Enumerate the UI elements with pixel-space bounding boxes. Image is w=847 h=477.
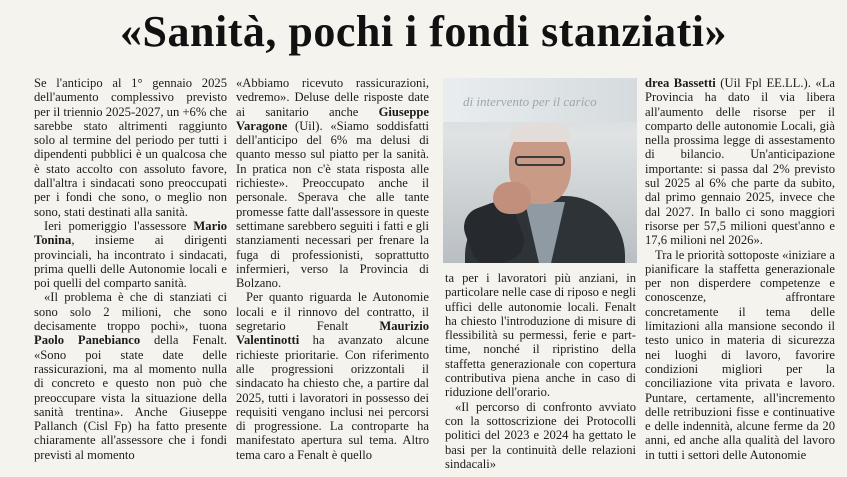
paragraph xyxy=(34,290,227,462)
article-column-2 xyxy=(236,76,429,477)
paragraph-text: , insieme ai dirigenti provinciali, ha incontrato i sindacati, prima quelli delle Autonomie locali e poi quelli del comparto sanità. xyxy=(34,233,227,291)
paragraph xyxy=(34,76,227,219)
paragraph-text: «Il problema è che di stanziati ci sono solo 2 milioni, che sono decisamente troppo pochi», tuona xyxy=(34,290,227,334)
paragraph xyxy=(645,76,835,248)
photo-hand xyxy=(493,182,531,214)
paragraph-text: Tra le priorità sottoposte «iniziare a pianificare la staffetta generazionale per non disperdere competenze e conoscenze, affrontare concretamente il tema delle limitazioni alla mansione secondo il testo unico in materia di sicurezza nei luoghi di lavoro, favorire condizioni migliori per la conciliazione vita privata e lavoro. Puntare, certamente, all'incremento delle retribuzioni fisse e continuative e delle indennità, alcune ferme da 20 anni, ed anche alla qualità del lavoro in tutti i settori delle Autonomie xyxy=(645,247,835,462)
paragraph-text: «Il percorso di confronto avviato con la sottoscrizione dei Protocolli politici del 2023 e 2024 ha gettato le basi per la continuità delle relazioni sindacali» xyxy=(445,399,636,471)
paragraph-text: Se l'anticipo al 1° gennaio 2025 dell'aumento complessivo previsto per il triennio 2025-2027, un +6% che sarebbe stato altrimenti raggiunto solo al termine del periodo per tutti i dipendenti pubblici è un qualcosa che è stato accolto con assoluto favore, dall'altra i sindacati sono preoccupati per i fondi che sono, o meglio non sono, stati destinati alla sanità. xyxy=(34,76,227,219)
paragraph xyxy=(445,271,636,400)
paragraph-text: (Uil Fpl EE.LL.). «La Provincia ha dato il via libera all'aumento delle risorse per il comparto delle autonomie Locali, già nella prossima legge di assestamento di bilancio. Un'anticipazione importante: si passa dal 2% previsto sul 2025 al 6% che parte da subito, dal primo gennaio 2025, invece che dal 2027. In ballo ci sono maggiori risorse per 57,5 milioni quest'anno e 17,6 milioni nel 2026». xyxy=(645,76,835,248)
photo-glasses xyxy=(515,156,565,166)
paragraph-text: ha avanzato alcune richieste prioritarie. Con riferimento alle progressioni orizzontali il sindacato ha chiesto che, a partire dal 2025, tutti i lavoratori in possesso dei requisiti vengano inclusi nei percorsi di progressione. La controparte ha manifestato apertura sul tema. Altro tema caro a Fenalt è quello xyxy=(236,333,429,462)
paragraph xyxy=(236,290,429,462)
headline: «Sanità, pochi i fondi stanziati» xyxy=(120,7,727,56)
person-name: Maurizio Valentinotti xyxy=(236,319,429,348)
paragraph-text: Ieri pomeriggio l'assessore xyxy=(44,218,194,233)
person-name: drea Bassetti xyxy=(645,76,716,90)
photo-hair xyxy=(509,124,571,142)
paragraph xyxy=(645,248,835,462)
paragraph-text: (Uil). «Siamo soddisfatti dell'anticipo del 6% ma delusi di quanto messo sul piatto per la sanità. In pratica non c'è stata risposta alle richieste». Preoccupato anche il personale. Sperava che alle tante promesse fatte dall'assessore in queste settimane sarebbero seguiti i fatti e gli stanziamenti necessari per frenare la fuga di professionisti, soprattutto infermieri, verso la Provincia di Bolzano. xyxy=(236,118,429,291)
paragraph xyxy=(34,219,227,290)
person-name: Mario Tonina xyxy=(34,218,227,248)
article-column-1 xyxy=(34,76,227,477)
article-column-4 xyxy=(645,76,835,477)
article-column-3 xyxy=(445,271,636,477)
paragraph-text: della Fenalt. «Sono poi state date delle rassicurazioni, ma al momento nulla di concreto e questo non può che preoccupare vista la situazione della sanità trentina». Anche Giuseppe Pallanch (Cisl Fp) ha fatto presente chiaramente all'assessore che i fondi previsti al momento xyxy=(34,333,227,462)
person-name: Giuseppe Varagone xyxy=(236,104,429,133)
paragraph xyxy=(445,400,636,471)
paragraph-text: «Abbiamo ricevuto rassicurazioni, vedremo». Deluse delle risposte date ai sanitario anche xyxy=(236,76,429,119)
paragraph-text: Per quanto riguarda le Autonomie locali e il rinnovo del contratto, il segretario Fenalt xyxy=(236,290,429,334)
person-name: Paolo Panebianco xyxy=(34,333,141,348)
article-photo xyxy=(443,78,637,263)
paragraph-text: ta per i lavoratori più anziani, in particolare nelle case di riposo e negli uffici delle autonomie locali. Fenalt ha chiesto l'introduzione di misure di flessibilità su permessi, ferie e part-time, nonché il ripristino della staffetta generazionale con copertura contributiva piena anche in caso di riduzione dell'orario. xyxy=(445,271,636,400)
paragraph xyxy=(236,76,429,290)
photo-banner-text: di intervento per il carico xyxy=(463,94,597,109)
